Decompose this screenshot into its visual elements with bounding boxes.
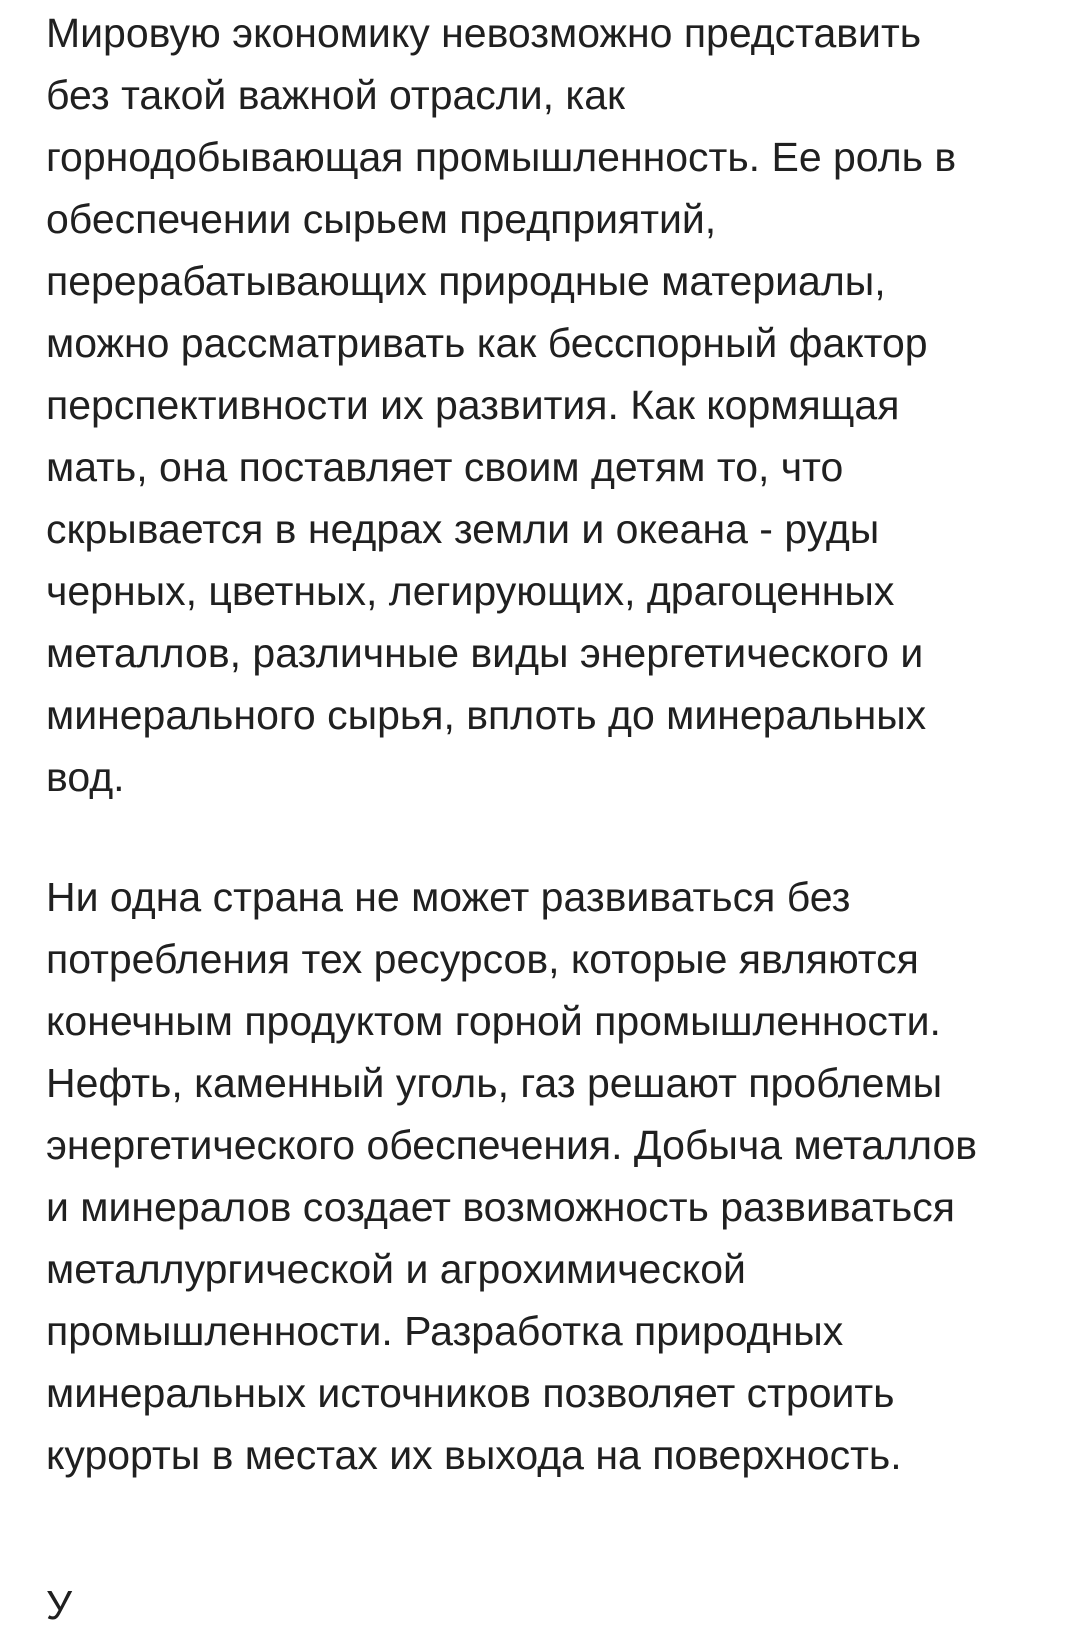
text-line: скрывается в недрах земли и океана - руды — [46, 506, 880, 552]
text-line: перерабатывающих природные материалы, — [46, 258, 886, 304]
text-line: минеральных источников позволяет строить — [46, 1370, 895, 1416]
paragraph-1 — [46, 2, 956, 808]
text-line: конечным продуктом горной промышленности. — [46, 998, 941, 1044]
text-line: можно рассматривать как бесспорный фактор — [46, 320, 928, 366]
text-line: черных, цветных, легирующих, драгоценных — [46, 568, 895, 614]
text-line: и минералов создает возможность развиваться — [46, 1184, 955, 1230]
paragraph-3-partial — [46, 1574, 72, 1636]
text-line: Ни одна страна не может развиваться без — [46, 874, 851, 920]
text-line: без такой важной отрасли, как — [46, 72, 625, 118]
paragraph-2 — [46, 866, 977, 1486]
text-line: мать, она поставляет своим детям то, что — [46, 444, 844, 490]
text-line: минерального сырья, вплоть до минеральных — [46, 692, 927, 738]
text-line: вод. — [46, 754, 125, 800]
text-line: перспективности их развития. Как кормящая — [46, 382, 900, 428]
text-line: У — [46, 1582, 73, 1628]
text-line: Мировую экономику невозможно представить — [46, 10, 922, 56]
text-line: курорты в местах их выхода на поверхность. — [46, 1432, 902, 1478]
text-line: Нефть, каменный уголь, газ решают проблемы — [46, 1060, 943, 1106]
text-line: энергетического обеспечения. Добыча металлов — [46, 1122, 978, 1168]
text-line: обеспечении сырьем предприятий, — [46, 196, 717, 242]
text-line: металлов, различные виды энергетического и — [46, 630, 924, 676]
text-line: промышленности. Разработка природных — [46, 1308, 844, 1354]
text-line: горнодобывающая промышленность. Ее роль в — [46, 134, 957, 180]
text-line: потребления тех ресурсов, которые являются — [46, 936, 919, 982]
text-line: металлургической и агрохимической — [46, 1246, 746, 1292]
